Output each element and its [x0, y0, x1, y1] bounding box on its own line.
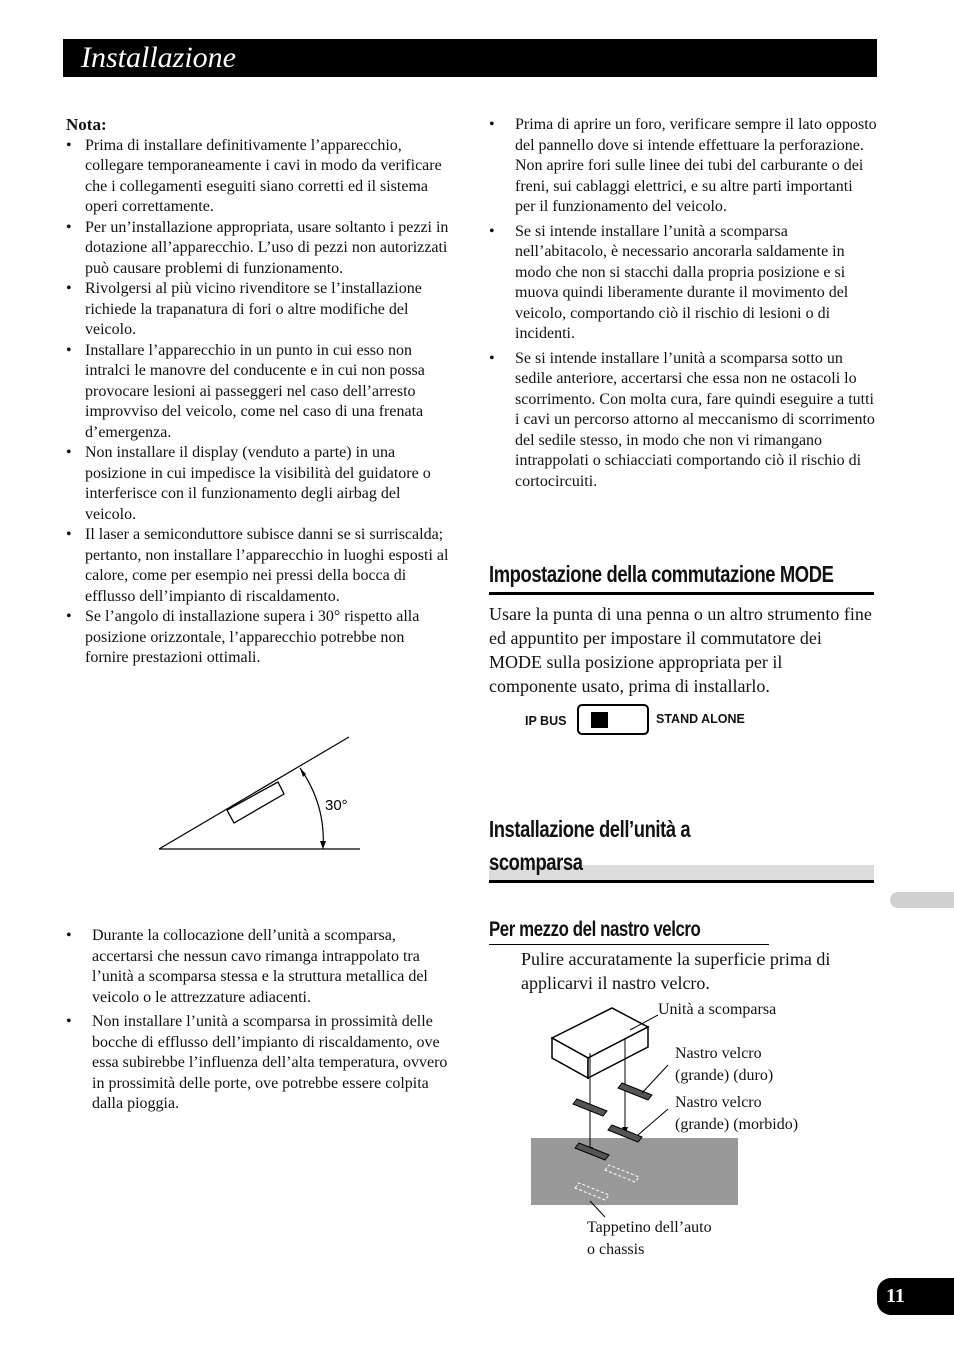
note-item: • Non installare il display (venduto a parte) in una posizione in cui impedisce la visibilità del guidatore o interferisce con il funzionamento degli airbag del veicolo.: [66, 443, 451, 525]
switch-label-ipbus: IP BUS: [525, 714, 567, 728]
mode-heading-text: Impostazione della commutazione MODE: [489, 561, 834, 587]
section-tab: [890, 892, 954, 908]
install-heading-line1: Installazione dell’unità a: [489, 816, 691, 842]
install-heading: [489, 813, 874, 879]
note-item: • Rivolgersi al più vicino rivenditore se l’installazione richiede la trapanatura di fori o altre modifiche del veicolo.: [66, 279, 451, 341]
install-heading-line1-wrap: [489, 813, 874, 846]
label-mat-2: o chassis: [587, 1241, 645, 1258]
note-item: • Prima di installare definitivamente l’apparecchio, collegare temporaneamente i cavi in modo da verificare che i collegamenti eseguiti siano corretti ed il sistema operi correttamente.: [66, 136, 451, 218]
bullets-2: [66, 926, 454, 1119]
page-title: Installazione: [81, 41, 236, 74]
bullet-item: • Non installare l’unità a scomparsa in prossimità delle bocche di efflusso dell’impianto di riscaldamento, ove essa subirebbe l’influenza dell’alta temperatura, ovvero in prossimità delle porte, ove potrebbe essere colpita dalla pioggia.: [66, 1012, 454, 1115]
mode-heading: [489, 560, 874, 590]
note-item: • Installare l’apparecchio in un punto in cui esso non intralci le manovre del conducente e in cui non possa provocare lesioni ai passeggeri nel caso dell’arresto improvviso del veicolo, come nel caso di una frenata d’emergenza.: [66, 341, 451, 444]
page-number: 11: [877, 1278, 954, 1315]
right-bullets: [489, 115, 877, 496]
velcro-text: Pulire accuratamente la superficie prima di applicarvi il nastro velcro.: [521, 949, 831, 993]
mode-text: Usare la punta di una penna o un altro strumento fine ed appuntito per impostare il commutatore dei MODE sulla posizione appropriata per il componente usato, prima di installarlo.: [489, 604, 872, 696]
notes-section: [66, 115, 451, 669]
install-heading-line2: scomparsa: [489, 849, 583, 875]
label-hard-1: Nastro velcro: [675, 1045, 762, 1062]
bullet-item: • Durante la collocazione dell’unità a scomparsa, accertarsi che nessun cavo rimanga intrappolato tra l’unità a scomparsa stessa e la struttura metallica del veicolo o le attrezzature adiacenti.: [66, 926, 454, 1008]
bullet-item: • Se si intende installare l’unità a scomparsa sotto un sedile anteriore, accertarsi che essa non ne ostacoli lo scorrimento. Con molta cura, fare quindi eseguire a tutti i cavi un percorso attorno al meccanismo di scorrimento del sedile stesso, in modo che non vi rimangano intrappolati o schiacciati comportando ciò il rischio di cortocircuiti.: [489, 349, 877, 493]
note-item: • Il laser a semiconduttore subisce danni se si surriscalda; pertanto, non installare l’apparecchio in luoghi esposti al calore, come per esempio nei pressi della bocca di efflusso dell’impianto di riscaldamento.: [66, 525, 451, 607]
install-heading-line2-wrap: [489, 846, 874, 879]
page-header: [63, 39, 877, 77]
label-soft-2: (grande) (morbido): [675, 1116, 799, 1133]
label-soft-1: Nastro velcro: [675, 1094, 762, 1111]
mode-switch: [577, 704, 649, 735]
label-mat-1: Tappetino dell’auto: [587, 1219, 712, 1236]
mode-heading-rule: [489, 592, 874, 595]
velcro-heading-text: Per mezzo del nastro velcro: [489, 918, 701, 941]
note-item: • Per un’installazione appropriata, usare soltanto i pezzi in dotazione all’apparecchio. L’uso di pezzi non autorizzati può causare problemi di funzionamento.: [66, 218, 451, 280]
heading-rule: [489, 880, 874, 883]
velcro-heading: [489, 916, 769, 945]
switch-knob: [591, 712, 608, 728]
label-unit: Unità a scomparsa: [658, 1001, 777, 1018]
switch-label-standalone: STAND ALONE: [656, 712, 745, 726]
angle-diagram: [150, 730, 370, 860]
bullet-item: • Prima di aprire un foro, verificare sempre il lato opposto del pannello dove si intende effettuare la perforazione. Non aprire fori sulle linee dei tubi del carburante o dei freni, sui cablaggi elettrici, e su altre parti importanti per il funzionamento del veicolo.: [489, 115, 877, 218]
note-item: • Se l’angolo di installazione supera i 30° rispetto alla posizione orizzontale, l’apparecchio potrebbe non fornire prestazioni ottimali.: [66, 607, 451, 669]
label-hard-2: (grande) (duro): [675, 1067, 774, 1084]
bullet-item: • Se si intende installare l’unità a scomparsa nell’abitacolo, è necessario ancorarla saldamente in modo che non si stacchi dalla propria posizione e si muova quindi liberamente durante il movimento del veicolo, comportando ciò il rischio di lesioni o di incidenti.: [489, 222, 877, 345]
angle-label: 30°: [325, 797, 348, 814]
nota-label: Nota:: [66, 115, 107, 134]
